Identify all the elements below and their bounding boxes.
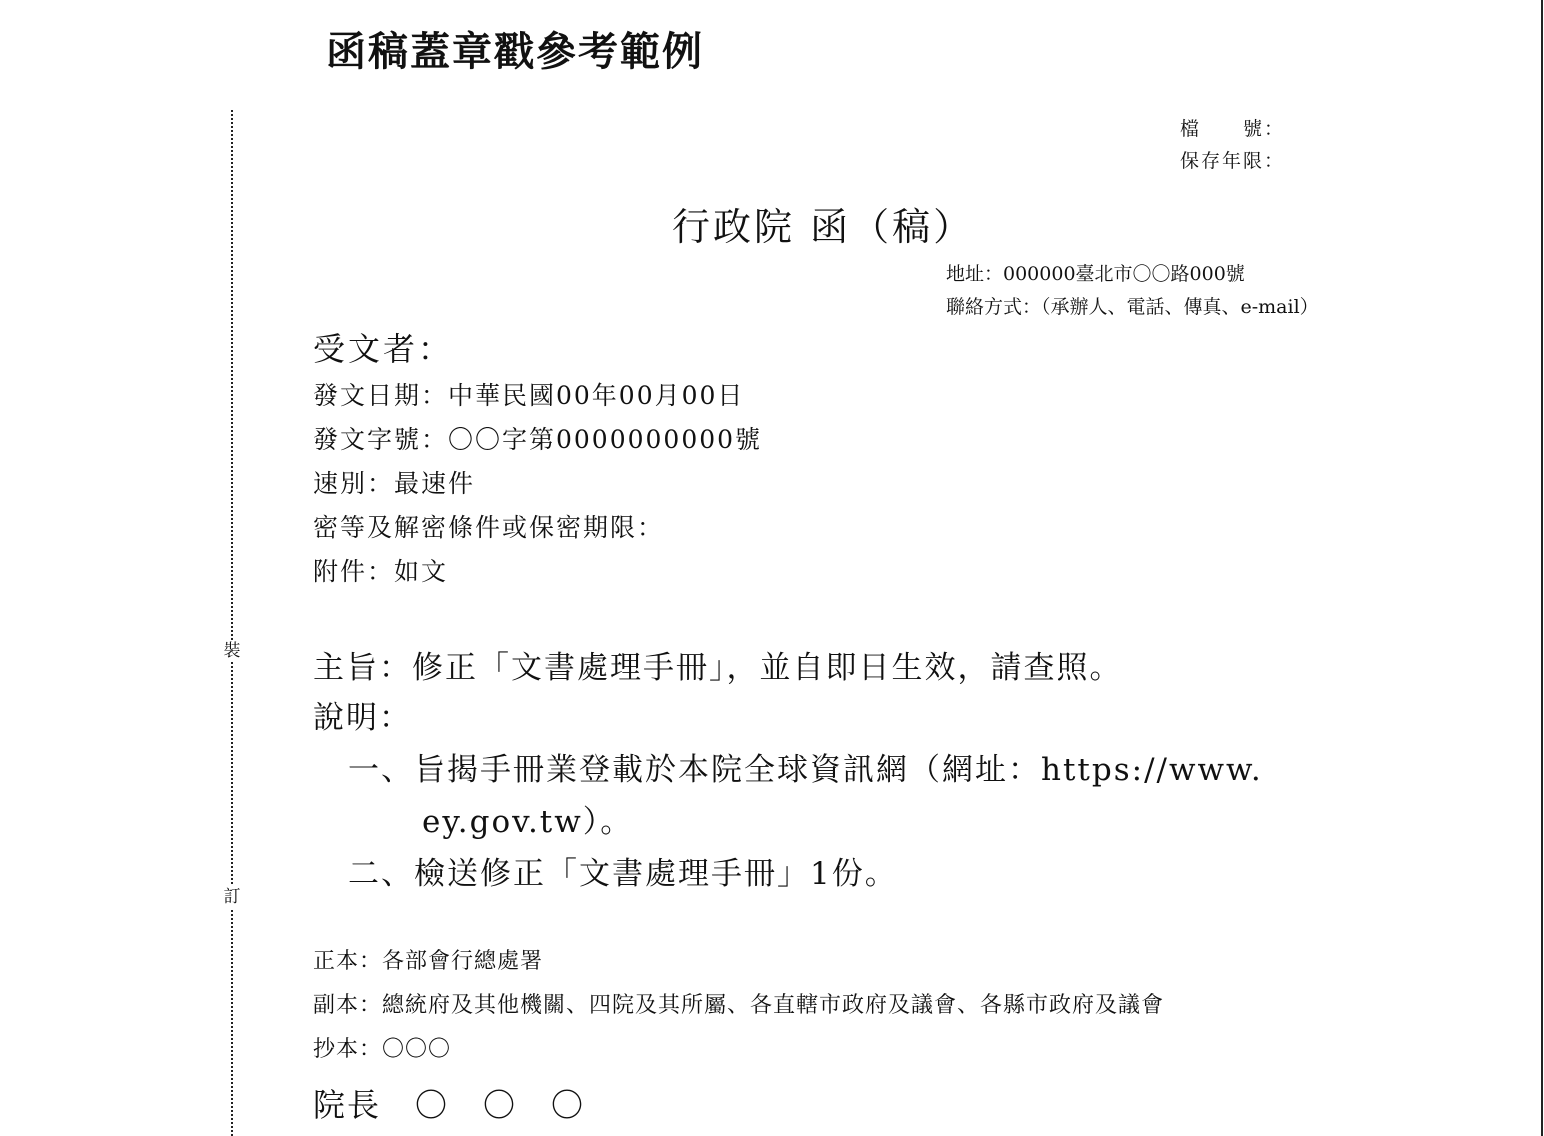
explanation-label: 說明： xyxy=(313,700,412,736)
explanation-item-1: 一、旨揭手冊業登載於本院全球資訊網（網址：https://www. xyxy=(348,752,1263,788)
binding-mark-zhuang: 裝 xyxy=(221,640,243,662)
contact-address: 地址：000000臺北市〇〇路000號 xyxy=(946,263,1245,285)
explanation-item-1-continued: ey.gov.tw）。 xyxy=(422,804,634,840)
sample-title: 函稿蓋章戳參考範例 xyxy=(326,28,704,75)
issue-date: 發文日期：中華民國00年00月00日 xyxy=(313,381,745,410)
distribution-cc: 抄本：〇〇〇 xyxy=(313,1037,452,1062)
explanation-item-2: 二、檢送修正「文書處理手冊」1份。 xyxy=(348,856,898,892)
retention-period: 保存年限： xyxy=(1180,150,1286,172)
page-right-border xyxy=(1541,0,1543,1136)
contact-method: 聯絡方式：（承辦人、電話、傳真、e-mail） xyxy=(946,296,1319,318)
document-title: 行政院 函（稿） xyxy=(672,205,975,249)
distribution-copy: 副本：總統府及其他機關、四院及其所屬、各直轄市政府及議會、各縣市政府及議會 xyxy=(313,993,1165,1018)
signature-line: 院長 〇 〇 〇 xyxy=(313,1086,586,1124)
recipient-label: 受文者： xyxy=(313,330,454,368)
file-number: 檔 號： xyxy=(1180,118,1286,140)
subject: 主旨：修正「文書處理手冊」，並自即日生效，請查照。 xyxy=(313,650,1123,686)
attachment: 附件：如文 xyxy=(313,557,449,586)
distribution-main: 正本：各部會行總處署 xyxy=(313,949,544,974)
binding-mark-ding: 訂 xyxy=(221,886,243,908)
secrecy-level: 密等及解密條件或保密期限： xyxy=(313,513,665,542)
binding-line xyxy=(231,110,233,1136)
speed-category: 速別：最速件 xyxy=(313,469,476,498)
issue-number: 發文字號：〇〇字第0000000000號 xyxy=(313,425,763,454)
